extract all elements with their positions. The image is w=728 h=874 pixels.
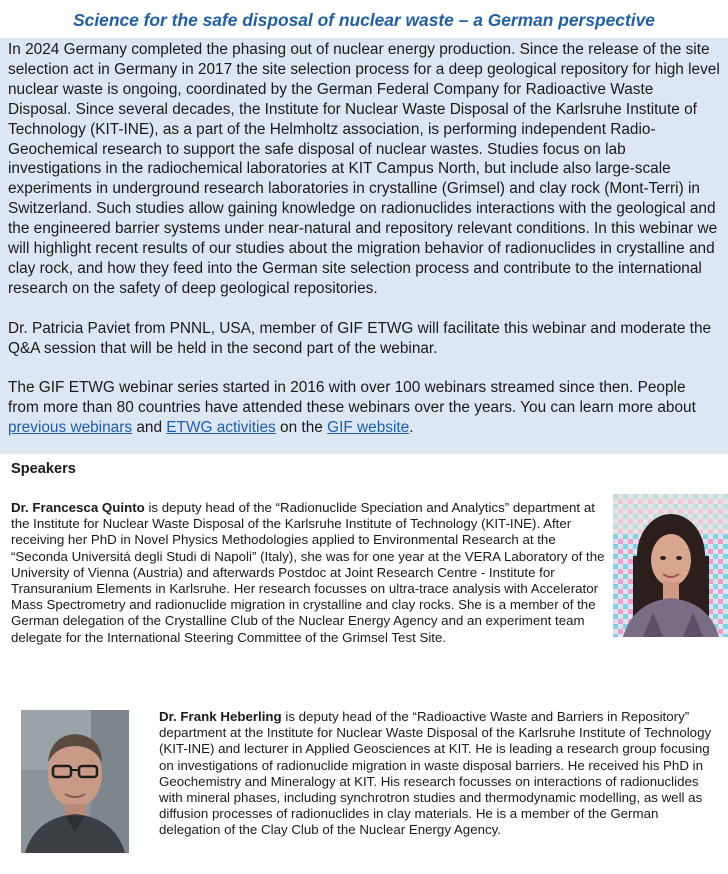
- speaker-1-name: Dr. Francesca Quinto: [11, 500, 145, 515]
- etwg-activities-link[interactable]: ETWG activities: [166, 419, 276, 437]
- speaker-2-photo: [21, 710, 129, 853]
- intro-paragraph-3-text: The GIF ETWG webinar series started in 2016 with over 100 webinars streamed since then. People from more than 80 countries have attended these webinars over the years. You can learn more about: [8, 379, 696, 417]
- intro-paragraph-1: In 2024 Germany completed the phasing out of nuclear energy production. Since the release of the site selection act in Germany in 2017 the site selection process for a deep geological repository for high level nuclear waste is ongoing, coordinated by the German Federal Company for Radioactive Waste Disposal. Since several decades, the Institute for Nuclear Waste Disposal of the Karlsruhe Institute of Technology (KIT-INE), as a part of the Helmholtz association, is performing independent Radio-Geochemical research to support the safe disposal of nuclear wastes. Studies focus on lab investigations in the radiochemical laboratories at KIT Campus North, but include also large-scale experiments in underground research laboratories in crystalline (Grimsel) and clay rock (Mont-Terri) in Switzerland. Such studies allow gaining knowledge on radionuclides interactions with the geological and the engineered barrier systems under near-natural and repository relevant conditions. In this webinar we will highlight recent results of our studies about the migration behavior of radionuclides in crystalline and clay rock, and how they feed into the German site selection process and contribute to the international research on the safety of deep geological repositories.: [8, 41, 720, 297]
- text-on-the: on the: [275, 419, 328, 437]
- intro-box: [0, 38, 728, 454]
- text-period: .: [409, 419, 414, 437]
- intro-paragraph-3: [8, 378, 720, 438]
- previous-webinars-link[interactable]: previous webinars: [8, 419, 133, 437]
- text-and: and: [132, 419, 167, 437]
- speaker-2-bio: [159, 709, 719, 839]
- gif-website-link[interactable]: GIF website: [327, 419, 410, 437]
- page-title: Science for the safe disposal of nuclear waste – a German perspective: [73, 10, 655, 30]
- speaker-1-photo: [613, 494, 728, 637]
- speaker-2-bio-text: is deputy head of the “Radioactive Waste and Barriers in Repository” department at the Institute for Nuclear Waste Disposal of the Karlsruhe Institute of Technology (KIT-INE) and lecturer in Applied Geosciences at KIT. He is leading a research group focusing on investigations of radionuclide migration in waste disposal barriers. He received his PhD in Geochemistry and Mineralogy at KIT. His research focusses on interactions of radionuclides with mineral phases, including synchrotron studies and thermodynamic modelling, as well as diffusion processes of radionuclides in clay materials. He is a member of the German delegation of the Clay Club of the Nuclear Energy Agency.: [159, 709, 712, 838]
- intro-paragraph-2: Dr. Patricia Paviet from PNNL, USA, member of GIF ETWG will facilitate this webinar and moderate the Q&A session that will be held in the second part of the webinar.: [8, 319, 712, 357]
- speaker-1-bio-text: is deputy head of the “Radionuclide Speciation and Analytics” department at the Institute for Nuclear Waste Disposal of the Karlsruhe Institute of Technology (KIT-INE). After receiving her PhD in Novel Physics Methodologies applied to Environmental Research at the “Seconda Universitá degli Studi di Napoli” (Italy), she was for one year at the VERA Laboratory of the University of Vienna (Austria) and afterwards Postdoc at Joint Research Centre - Institute for Transuranium Elements in Karlsruhe. Her research focusses on ultra-trace analysis with Accelerator Mass Spectrometry and radionuclide migration in crystalline and clay rocks. She is a member of the German delegation of the Crystalline Club of the Nuclear Energy Agency and an experiment team delegate for the International Steering Committee of the Grimsel Test Site.: [11, 500, 605, 645]
- speaker-1-bio: [11, 500, 609, 646]
- speaker-2-name: Dr. Frank Heberling: [159, 709, 282, 724]
- speakers-heading: Speakers: [11, 461, 76, 477]
